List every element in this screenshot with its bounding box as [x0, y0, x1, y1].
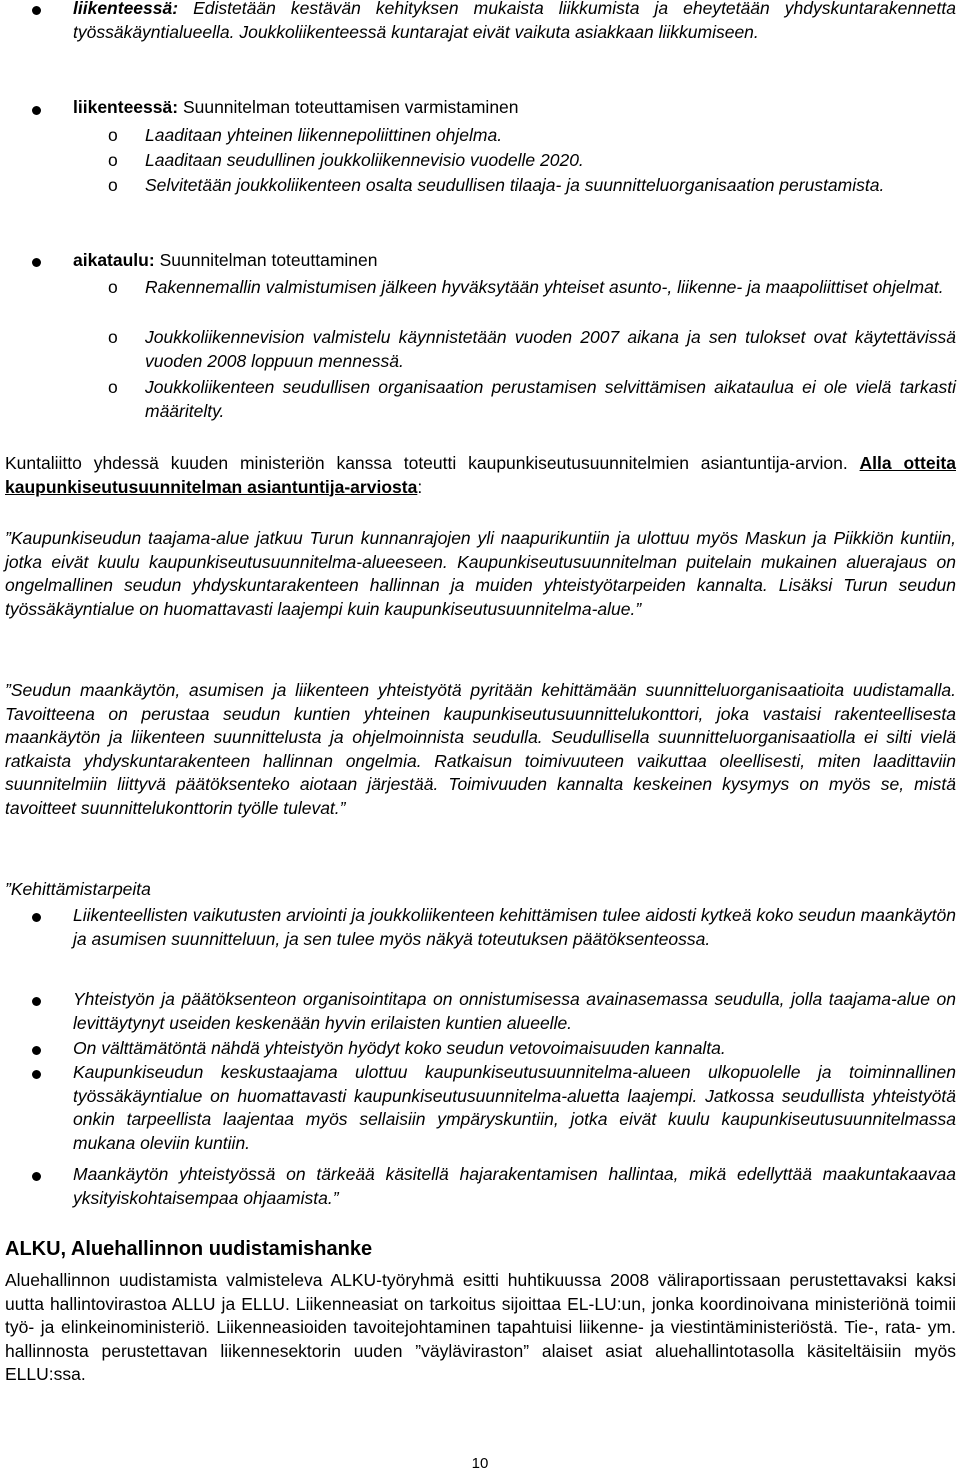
- section-title: ”Kehittämistarpeita: [5, 879, 151, 899]
- sub-marker: o: [108, 125, 118, 145]
- page-number: 10: [471, 1455, 489, 1472]
- bullet-label: liikenteessä:: [73, 97, 179, 117]
- needs-item: Maankäytön yhteistyössä on tärkeää käsitellä hajarakentamisen hallintaa, mikä edellyttää maakuntakaavaa yksityiskohtaisempaa ohjaamista.”: [73, 1164, 956, 1208]
- bullet-text: Suunnitelman toteuttaminen: [159, 250, 378, 270]
- bullet-dot: [32, 913, 41, 922]
- bullet-dot: [32, 997, 41, 1006]
- needs-item: Liikenteellisten vaikutusten arviointi ja joukkoliikenteen kehittämisen tulee aidosti kytkeä koko seudun maankäytön ja asumisen suunnitteluun, ja sen tulee myös näkyä toteutuksen päätöksenteossa.: [73, 905, 956, 949]
- intro-emphasis: Alla otteita kaupunkiseutusuunnitelman asiantuntija-arviosta: [5, 453, 956, 497]
- bullet-item: [73, 0, 956, 44]
- bullet-text: Suunnitelman toteuttamisen varmistaminen: [182, 97, 519, 117]
- intro-paragraph: [5, 452, 956, 499]
- bullet-dot: [32, 258, 41, 267]
- sub-item: Rakennemallin valmistumisen jälkeen hyväksytään yhteiset asunto-, liikenne- ja maapoliittiset ohjelmat.: [145, 277, 944, 297]
- intro-colon: :: [417, 476, 423, 497]
- bullet-dot: [32, 6, 41, 15]
- intro-text: Kuntaliitto yhdessä kuuden ministeriön kanssa toteutti kaupunkiseutusuunnitelmien asiantuntija-arvion.: [5, 453, 848, 473]
- sub-item: Joukkoliikennevision valmistelu käynnistetään vuoden 2007 aikana ja sen tulokset ovat käytettävissä vuoden 2008 loppuun mennessä.: [145, 327, 956, 371]
- sub-marker: o: [108, 327, 118, 347]
- bullet-dot: [32, 106, 41, 115]
- sub-item: Joukkoliikenteen seudullisen organisaation perustamisen selvittämisen aikataulua ei ole vielä tarkasti määritelty.: [145, 377, 956, 421]
- bullet-item: [73, 249, 956, 273]
- bullet-text: Edistetään kestävän kehityksen mukaista liikkumista ja eheytetään yhdyskuntarakennetta työssäkäyntialueella. Joukkoliikenteessä kuntarajat eivät vaikuta asiakkaan liikkumiseen.: [73, 0, 956, 42]
- bullet-item: [73, 96, 956, 120]
- bullet-dot: [32, 1046, 41, 1055]
- quote-paragraph: ”Seudun maankäytön, asumisen ja liikenteen yhteistyötä pyritään kehittämään suunnitteluorganisaatioita uudistamalla. Tavoitteena on perustaa seudun kuntien yhteinen kaupunkiseutusuunnittelukonttori, joka vastaisi rakenteellisesta maankäytön ja liikenteen suunnittelusta ja ohjelmoinnista seudulla. Seudullisella suunnitteluorganisaatiolla ei silti vielä ratkaista yhdyskuntarakenteen hallinnan ongelmia. Ratkaisun toimivuuteen vaikuttaa oleellisesti, miten laadittaviin suunnitelmiin liittyvä päätöksenteko aiotaan järjestää. Toimivuuden kannalta keskeinen kysymys on myös se, mistä tavoitteet suunnittelukonttorin työlle tulevat.”: [5, 680, 956, 818]
- sub-item: Selvitetään joukkoliikenteen osalta seudullisen tilaaja- ja suunnitteluorganisaation perustamista.: [145, 175, 885, 195]
- sub-item: Laaditaan seudullinen joukkoliikennevisio vuodelle 2020.: [145, 150, 584, 170]
- alku-paragraph: Aluehallinnon uudistamista valmisteleva ALKU-työryhmä esitti huhtikuussa 2008 väliraportissaan perustettavaksi kaksi uutta hallintovirastoa ALLU ja ELLU. Liikenneasiat on tarkoitus sijoittaa EL-LU:un, jonka koordinoivana ministeriönä toimii työ- ja elinkeinoministeriö. Liikenneasioiden tavoitejohtaminen tapahtuisi liikenne- ja viestintäministeriöstä. Tie-, rata- ym. hallinnosta perustettavan liikennesektorin uuden ”väyläviraston” alaiset asiat aluehallintotasolla käsiteltäisiin myös ELLU:ssa.: [5, 1270, 956, 1384]
- needs-item: Kaupunkiseudun keskustaajama ulottuu kaupunkiseutusuunnitelma-alueen ulkopuolelle ja toiminnallinen työssäkäyntialue on huomattavasti kaupunkiseutusuunnitelma-aluetta laajempi. Jatkossa seudullista yhteistyötä onkin tarpeellista laajentaa myös sellaisiin ympäryskuntiin, jotka eivät kuulu kaupunkiseutusuunnitelmassa mukana oleviin kuntiin.: [73, 1062, 956, 1153]
- needs-item: Yhteistyön ja päätöksenteon organisointitapa on onnistumisessa avainasemassa seudulla, jolla taajama-alue on levittäytynyt useiden keskenään hyvin erilaisten kuntien alueelle.: [73, 989, 956, 1033]
- bullet-dot: [32, 1172, 41, 1181]
- bullet-label: aikataulu:: [73, 250, 155, 270]
- sub-marker: o: [108, 377, 118, 397]
- needs-item: On välttämätöntä nähdä yhteistyön hyödyt koko seudun vetovoimaisuuden kannalta.: [73, 1038, 726, 1058]
- bullet-label: liikenteessä:: [73, 0, 179, 18]
- sub-marker: o: [108, 175, 118, 195]
- bullet-dot: [32, 1070, 41, 1079]
- sub-marker: o: [108, 150, 118, 170]
- sub-marker: o: [108, 277, 118, 297]
- section-heading: ALKU, Aluehallinnon uudistamishanke: [5, 1238, 373, 1260]
- quote-paragraph: ”Kaupunkiseudun taajama-alue jatkuu Turun kunnanrajojen yli naapurikuntiin ja ulottuu myös Maskun ja Piikkiön kuntiin, jotka eivät kuulu kaupunkiseutusuunnitelma-alueeseen. Kaupunkiseutusuunnitelman puitelain mukainen aluerajaus on ongelmallinen seudun yhdyskuntarakenteen hallinnan ja muiden yhteistyötarpeiden kannalta. Lisäksi Turun seudun työssäkäyntialue on huomattavasti laajempi kuin kaupunkiseutusuunnitelma-alue.”: [5, 528, 956, 619]
- sub-item: Laaditaan yhteinen liikennepoliittinen ohjelma.: [145, 125, 503, 145]
